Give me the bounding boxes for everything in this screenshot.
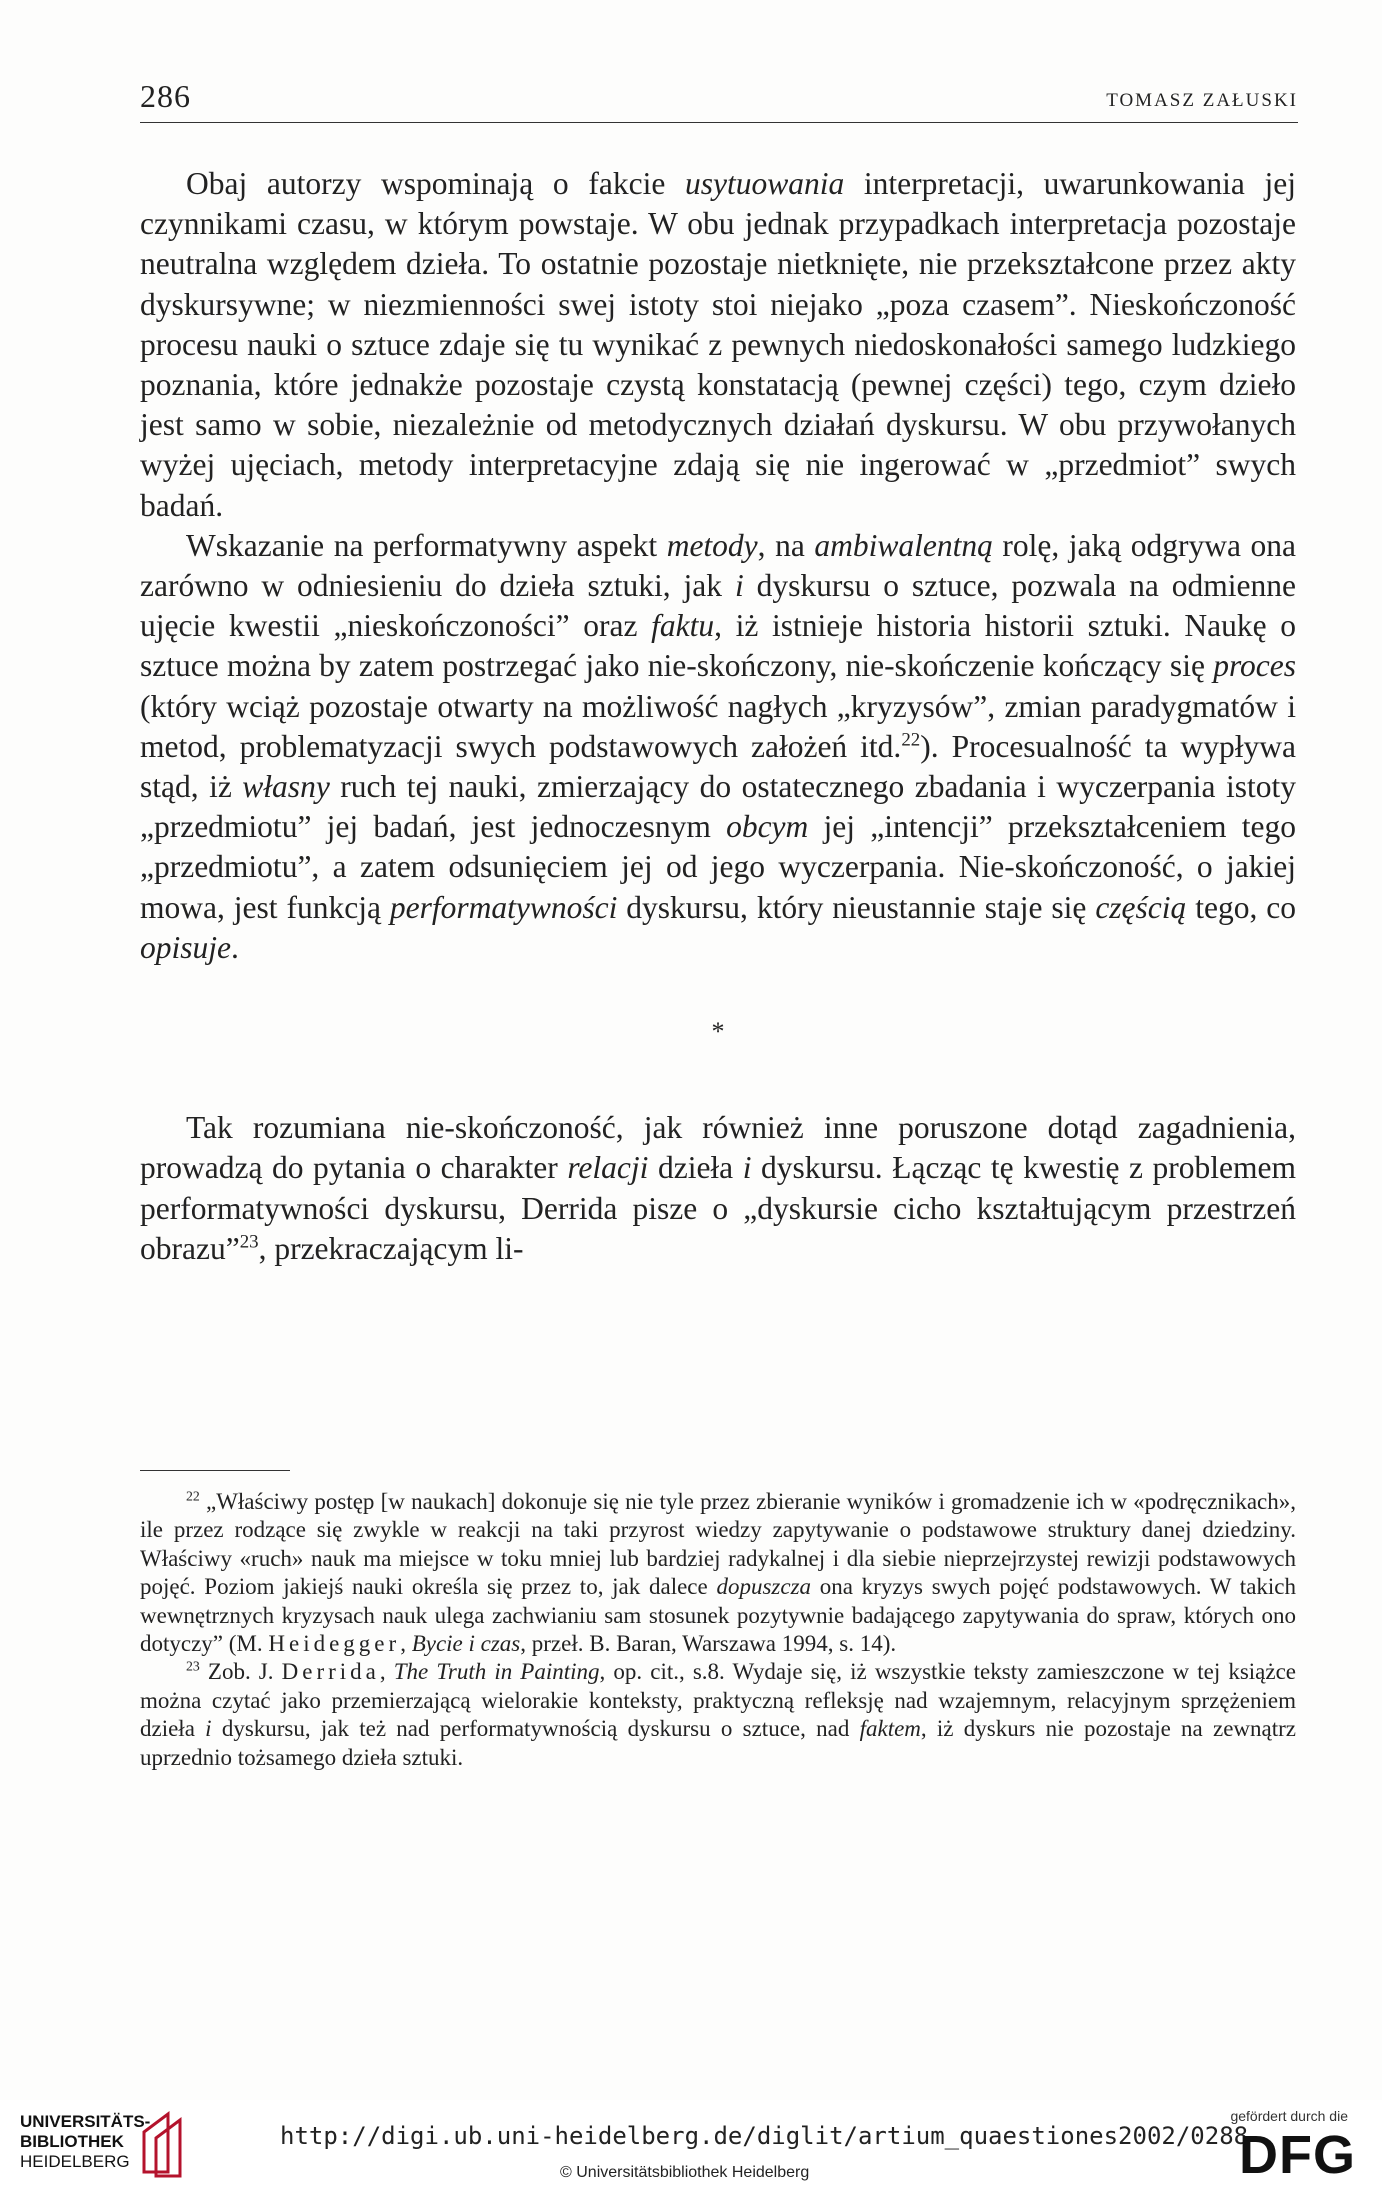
dfg-logo[interactable]: DFG [1239,2125,1356,2185]
library-logo[interactable]: UNIVERSITÄTS- BIBLIOTHEK HEIDELBERG [20,2112,151,2171]
funding-note: gefördert durch die [1230,2108,1348,2124]
library-emblem-icon [138,2108,186,2178]
paragraph-3: Tak rozumiana nie-skończoność, jak również inne poruszone dotąd zagadnienia, prowadzą do pytania o charakter relacji dzieła i dyskursu. Łącząc tę kwestię z problemem performatywności dyskursu, Derrida pisze o „dyskursie cicho kształtującym przestrzeń obrazu”$^{23}$, przekraczającym li- [140,1110,1296,1266]
footnote-ref-23[interactable]: 23 [239,1231,259,1253]
source-url-link[interactable]: http://digi.ub.uni-heidelberg.de/diglit/artium_quaestiones2002/0288 [280,2122,1249,2150]
footnote-22: $^{22}$ „Właściwy postęp [w naukach] dokonuje się nie tyle przez zbieranie wyników i gromadzenie ich w «podręcznikach», ile przez rodzące się zwykle w reakcji na taki przyrost wiedzy zapytywanie o podstawowe struktury danej dziedziny. Właściwy «ruch» nauk ma miejsce w toku mniej lub bardziej radykalnej i dla siebie nieprzejrzystej rewizji podstawowych pojęć. Poziom jakiejś nauki określa się przez to, jak dalece dopuszcza ona kryzys swych pojęć podstawowych. W takich wewnętrznych kryzysach nauk ulega zachwianiu sam stosunek pozytywnie badającego zapytywania do spraw, których ono dotyczy” (M. Heidegger, Bycie i czas, przeł. B. Baran, Warszawa 1994, s. 14). [140,1488,1296,1657]
footnote-23: $^{23}$ Zob. J. Derrida, The Truth in Painting, op. cit., s.8. Wydaje się, iż wszystkie teksty zamieszczone w tej książce można czytać jako przemierzającą wielorakie konteksty, praktyczną refleksję nad wzajemnym, relacyjnym sprzężeniem dzieła i dyskursu, jak też nad performatywnością dyskursu o sztuce, nad faktem, iż dyskurs nie pozostaje na zewnątrz uprzednio tożsamego dzieła sztuki. [140,1658,1297,1770]
digitization-footer [0,2100,1382,2197]
paragraph-2: Wskazanie na performatywny aspekt metody, na ambiwalentną rolę, jaką odgrywa ona zarówno w odniesieniu do dzieła sztuki, jak i dyskursu o sztuce, pozwala na odmienne ujęcie kwestii „nieskończoności” oraz faktu, iż istnieje historia historii sztuki. Naukę o sztuce można by zatem postrzegać jako nie-skończony, nie-skończenie kończący się proces (który wciąż pozostaje otwarty na możliwość nagłych „kryzysów”, zmian paradygmatów i metod, problematyzacji swych podstawowych założeń itd.$^{22}$). Procesualność ta wypływa stąd, iż własny ruch tej nauki, zmierzający do ostatecznego zbadania i wyczerpania istoty „przedmiotu” jej badań, jest jednoczesnym obcym jej „intencji” przekształceniem tego „przedmiotu”, a zatem odsunięciem jej od jego wyczerpania. Nie-skończoność, o jakiej mowa, jest funkcją performatywności dyskursu, który nieustannie staje się częścią tego, co opisuje. [140,527,1297,965]
running-head [140,78,1298,123]
copyright-notice: © Universitätsbibliothek Heidelberg [560,2164,810,2181]
page-number: 286 [140,78,191,114]
footnote-ref-22[interactable]: 22 [901,729,921,751]
footnote-divider [140,1470,290,1471]
section-separator: * [711,1017,725,1047]
paragraph-1: Obaj autorzy wspominają o fakcie usytuowania interpretacji, uwarunkowania jej czynnikami czasu, w którym powstaje. W obu jednak przypadkach interpretacja pozostaje neutralna względem dzieła. To ostatnie pozostaje nietknięte, nie przekształcone przez akty dyskursywne; w niezmienności swej istoty stoi niejako „poza czasem”. Nieskończoność procesu nauki o sztuce zdaje się tu wynikać z pewnych niedoskonałości samego ludzkiego poznania, które jednakże pozostaje czystą konstatacją (pewnej części) tego, czym dzieło jest samo w sobie, niezależnie od metodycznych działań dyskursu. W obu przywołanych wyżej ujęciach, metody interpretacyjne zdają się nie ingerować w „przedmiot” swych badań. [140,166,1296,523]
running-title: TOMASZ ZAŁUSKI [1106,90,1298,111]
footnotes [140,1488,1296,1772]
main-text [140,164,1296,1269]
